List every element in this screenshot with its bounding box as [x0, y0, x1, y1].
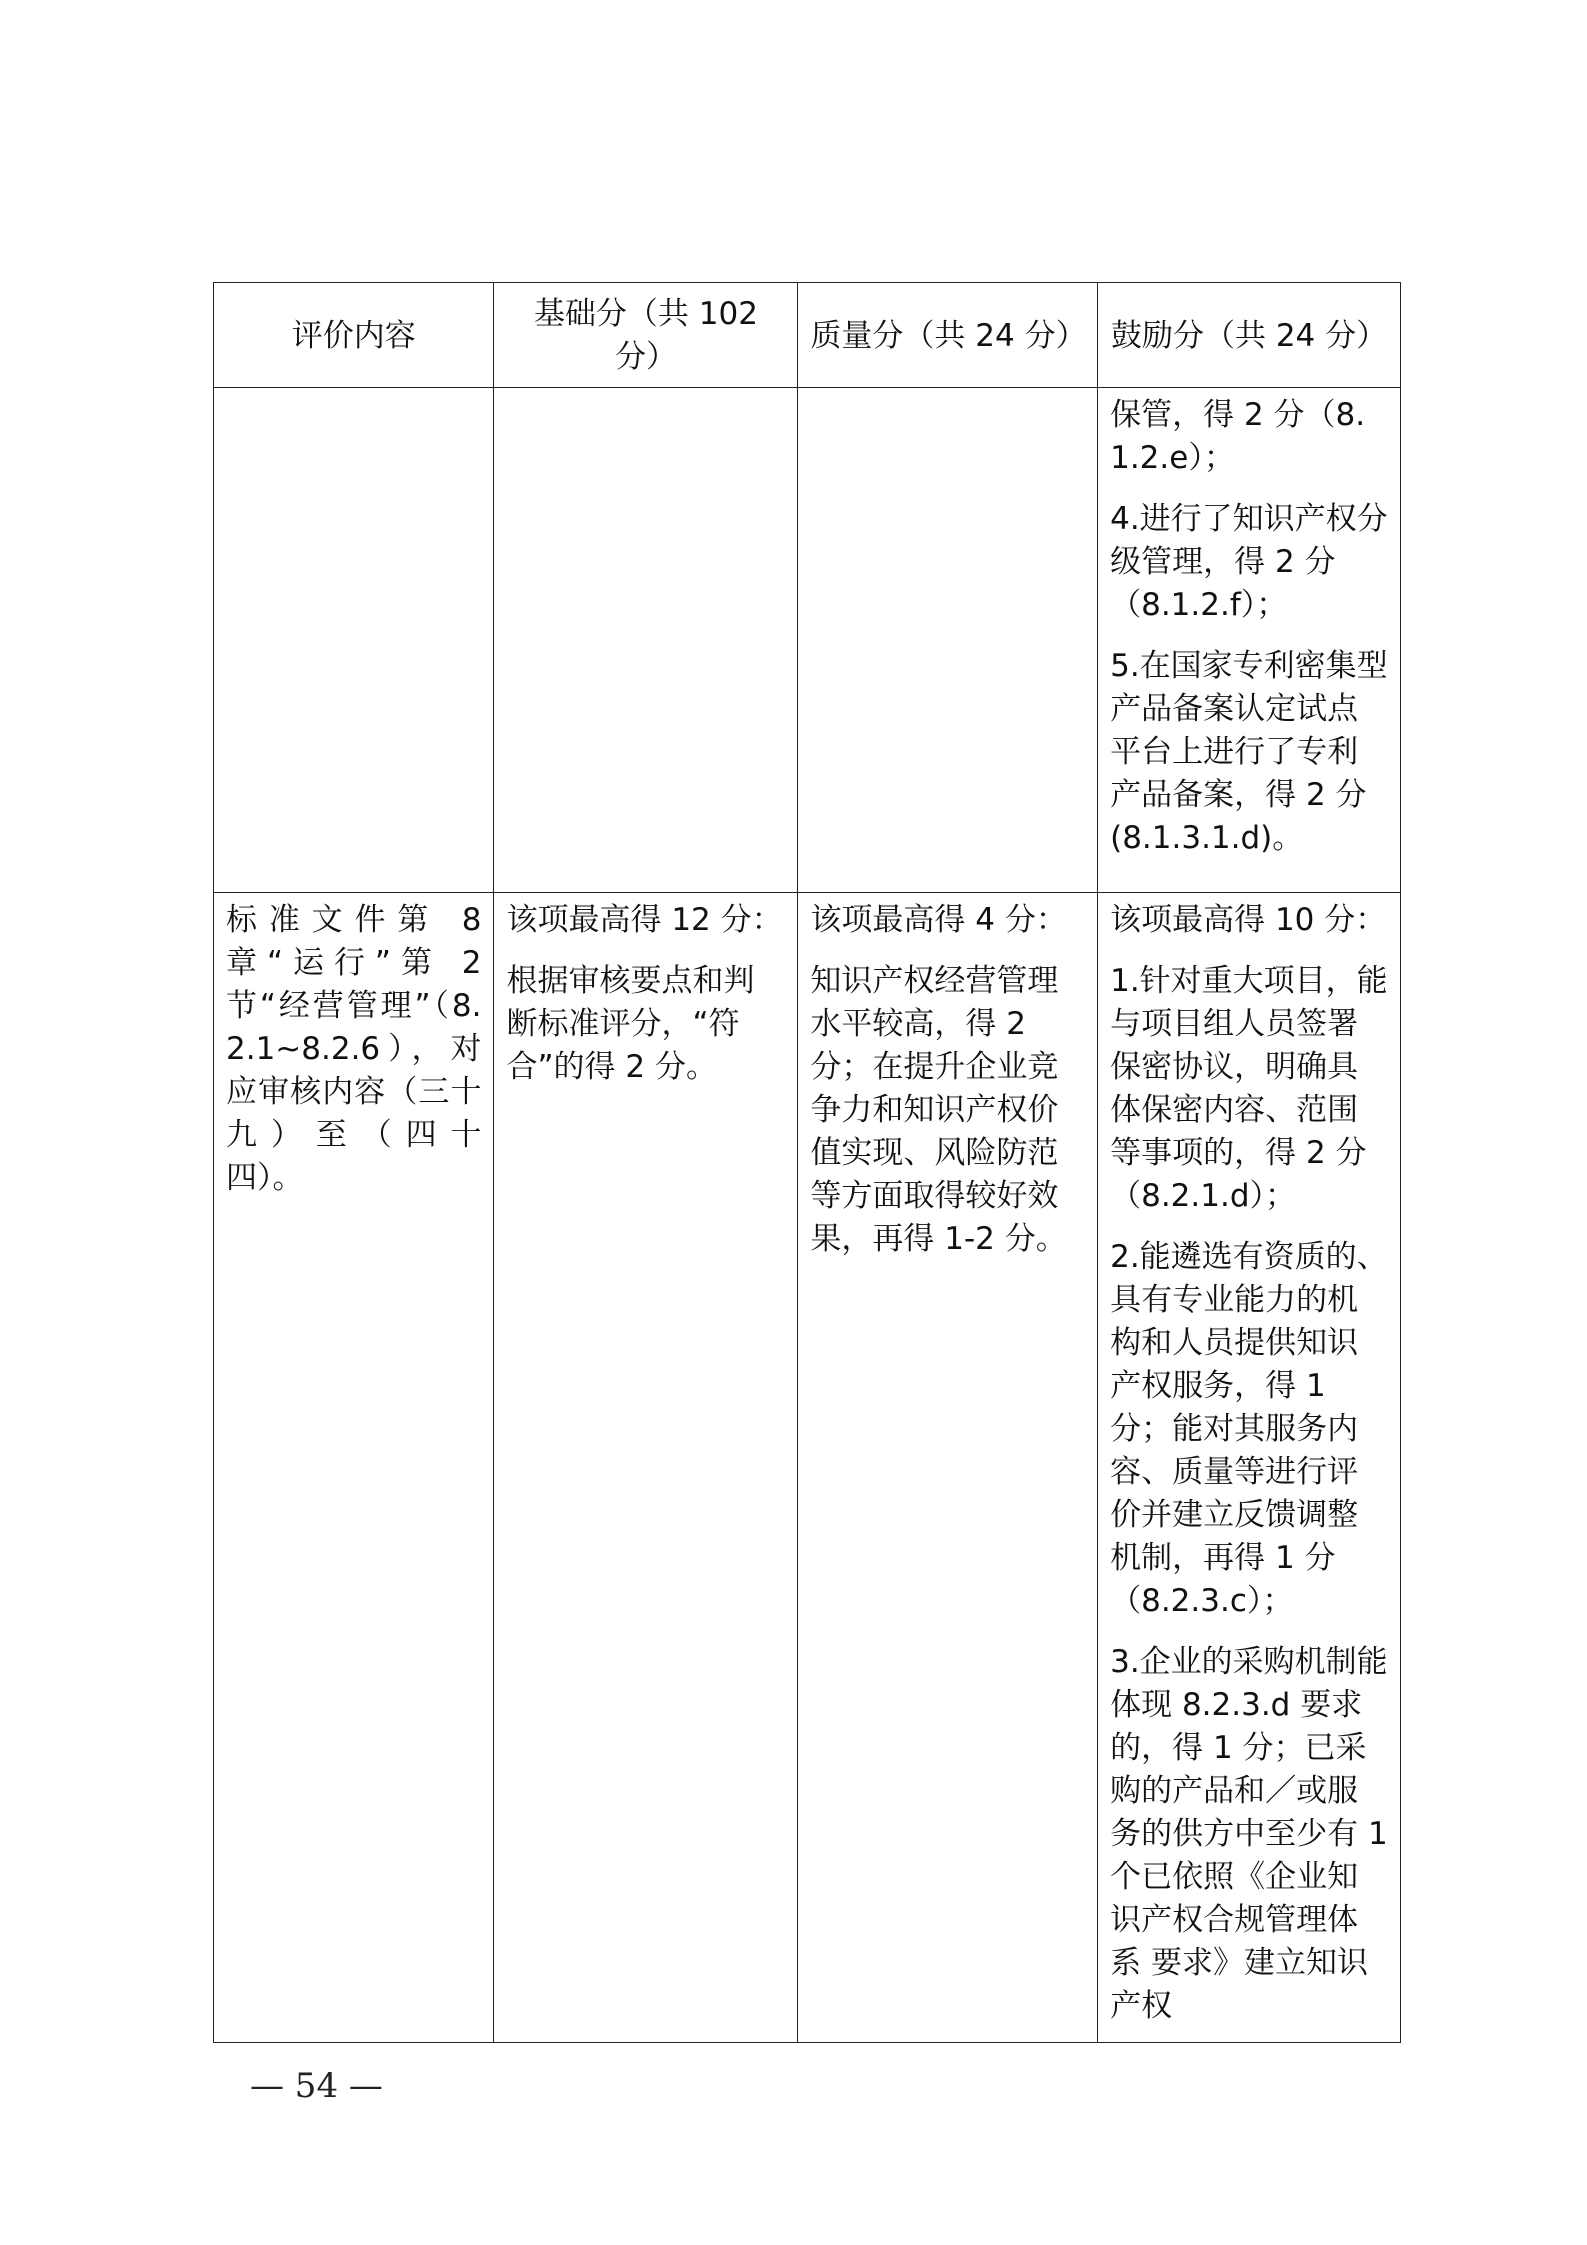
bonus-item: 5.在国家专利密集型产品备案认定试点平台上进行了专利产品备案，得 2 分(8.1.3.1.d)。	[1110, 648, 1388, 856]
row1-basic-cell	[494, 388, 798, 893]
row2-basic-cell	[494, 893, 798, 2043]
page-number: — 54 —	[250, 2066, 383, 2106]
bonus-item: 3.企业的采购机制能体现 8.2.3.d 要求的，得 1 分；已采购的产品和／或服务的供方中至少有 1 个已依照《企业知识产权合规管理体系 要求》建立知识产权	[1110, 1644, 1388, 2024]
row2-evaluation-cell	[214, 893, 494, 2043]
bonus-item: 2.能遴选有资质的、具有专业能力的机构和人员提供知识产权服务，得 1 分；能对其服务内容、质量等进行评价并建立反馈调整机制，再得 1 分（8.2.3.c）；	[1110, 1239, 1388, 1619]
header-bonus-score: 鼓励分（共 24 分）	[1098, 283, 1401, 388]
basic-max-score: 该项最高得 12 分：	[506, 902, 783, 938]
quality-rule: 知识产权经营管理水平较高，得 2 分；在提升企业竞争力和知识产权价值实现、风险防范等方面取得较好效果，再得 1-2 分。	[810, 963, 1067, 1257]
header-quality-score: 质量分（共 24 分）	[798, 283, 1098, 388]
evaluation-text: 标准文件第 8 章“运行”第 2 节“经营管理”（8.2.1~8.2.6），对应审核内容（三十九）至（四十四）。	[226, 902, 482, 1196]
row2-quality-cell	[798, 893, 1098, 2043]
scoring-table	[213, 282, 1401, 2043]
header-basic-score: 基础分（共 102 分）	[494, 283, 798, 388]
row1-bonus-cell	[1098, 388, 1401, 893]
table-row	[214, 388, 1401, 893]
header-evaluation-content: 评价内容	[214, 283, 494, 388]
bonus-max-score: 该项最高得 10 分：	[1110, 902, 1387, 938]
quality-max-score: 该项最高得 4 分：	[810, 902, 1067, 938]
bonus-item: 4.进行了知识产权分级管理，得 2 分（8.1.2.f）；	[1110, 501, 1388, 623]
table-row	[214, 893, 1401, 2043]
row1-evaluation-cell	[214, 388, 494, 893]
basic-rule: 根据审核要点和判断标准评分，“符合”的得 2 分。	[506, 963, 755, 1085]
bonus-item: 保管，得 2 分（8.1.2.e）；	[1110, 397, 1366, 476]
row1-quality-cell	[798, 388, 1098, 893]
row2-bonus-cell	[1098, 893, 1401, 2043]
bonus-item: 1.针对重大项目，能与项目组人员签署保密协议，明确具体保密内容、范围等事项的，得 2 分（8.2.1.d）；	[1110, 963, 1388, 1214]
table-header-row	[214, 283, 1401, 388]
